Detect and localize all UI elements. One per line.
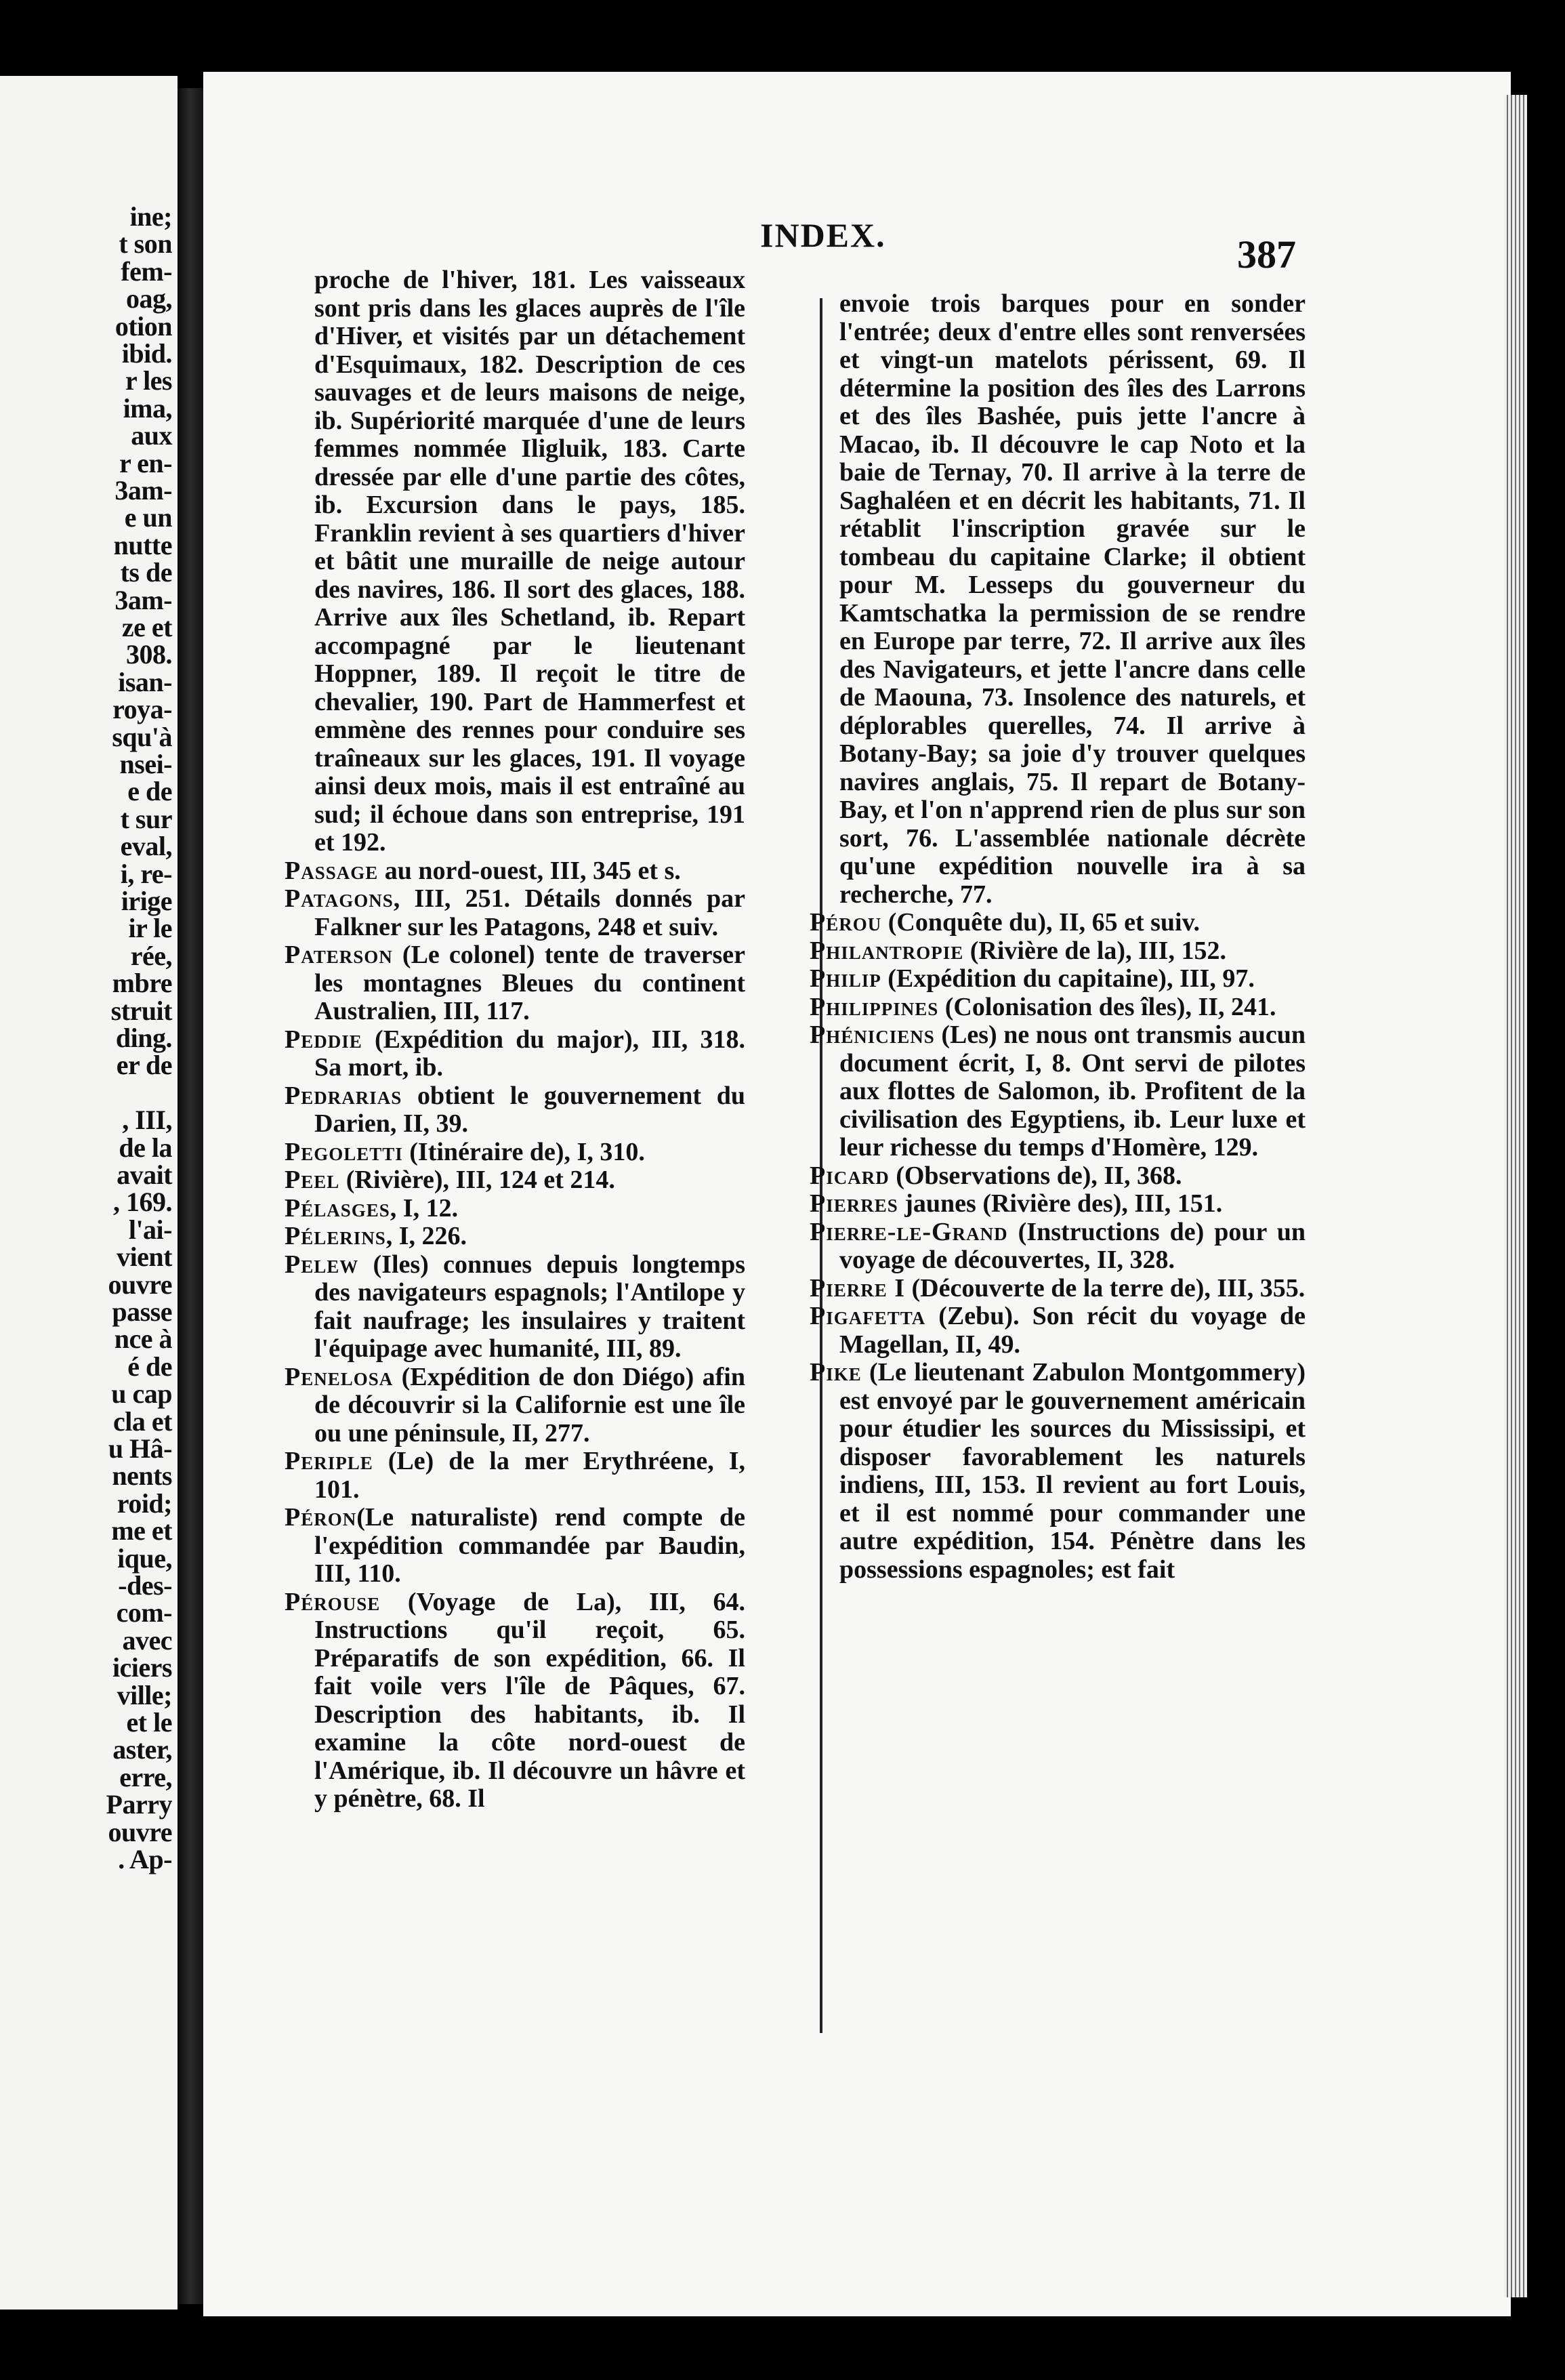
left-page-line: -des- bbox=[118, 1570, 172, 1601]
index-entry bbox=[810, 1275, 1306, 1303]
left-page-line: . Ap- bbox=[118, 1844, 172, 1874]
left-page-line: squ'à bbox=[112, 721, 172, 752]
left-page-line: ding. bbox=[115, 1023, 172, 1053]
left-page-line: fem- bbox=[121, 255, 172, 287]
index-entry-text: (Colonisation des îles), II, 241. bbox=[938, 992, 1276, 1021]
left-page-line: oag, bbox=[126, 283, 172, 314]
book-spine bbox=[178, 88, 205, 2304]
left-page-line: aux bbox=[131, 420, 172, 451]
index-entry bbox=[285, 885, 745, 941]
index-entry bbox=[285, 1223, 745, 1251]
index-entry-text: (Observations de), II, 368. bbox=[889, 1161, 1182, 1190]
index-entry-text: (Expédition de don Diégo) afin de découvrir si la Californie est une île ou une péninsule, II, 277. bbox=[314, 1362, 745, 1448]
left-page-line: ine; bbox=[129, 201, 172, 232]
index-headword: Penelosa bbox=[285, 1362, 394, 1391]
left-page-line: u Hâ- bbox=[108, 1433, 172, 1464]
left-page-line: er de bbox=[116, 1050, 172, 1081]
index-headword: Passage bbox=[285, 856, 379, 885]
index-entry bbox=[285, 1588, 745, 1813]
index-entry-text: (Zebu). Son récit du voyage de Magellan, II, 49. bbox=[839, 1302, 1306, 1359]
index-entry-text: proche de l'hiver, 181. Les vaisseaux sont pris dans les glaces auprès de l'île d'Hiver, et visités par un détachement d'Esquimaux, 182. Description de ces sauvages et de leurs maisons de neige, ib. Supériorité marquée d'une de leurs femmes nommée Iligluik, 183. Carte dressée par elle d'une partie des côtes, ib. Excursion dans le pays, 185. Franklin revient à ses quartiers d'hiver et bâtit une muraille de neige autour des navires, 186. Il sort des glaces, 188. Arrive aux îles Schetland, ib. Repart accompagné par le lieutenant Hoppner, 189. Il reçoit le titre de chevalier, 190. Part de Hammerfest et emmène des rennes pour conduire ses traîneaux sur les glaces, 191. Il voyage ainsi deux mois, mais il est entraîné au sud; il échoue dans son entreprise, 191 et 192. bbox=[314, 266, 745, 857]
index-headword: Patagons bbox=[285, 884, 394, 913]
left-page-line: roid; bbox=[117, 1488, 172, 1519]
left-page-line: 308. bbox=[126, 639, 172, 670]
index-headword: Pélasges bbox=[285, 1193, 390, 1223]
left-page-line: avec bbox=[122, 1624, 172, 1656]
index-entry-text: (Itinéraire de), I, 310. bbox=[402, 1137, 645, 1166]
left-page-line: otion bbox=[114, 310, 172, 342]
index-entry-text: (Expédition du major), III, 318. Sa mort, ib. bbox=[314, 1025, 745, 1082]
left-page-line: 3am- bbox=[114, 584, 172, 615]
left-page-line: et le bbox=[126, 1707, 172, 1738]
left-page-line: i, re- bbox=[120, 858, 172, 889]
index-entry bbox=[285, 1363, 745, 1448]
index-headword: Paterson bbox=[285, 941, 393, 969]
left-page-line: e un bbox=[124, 502, 172, 533]
index-entry-text: envoie trois barques pour en sonder l'entrée; deux d'entre elles sont renversées et vingt-un matelots périssent, 69. Il détermine la position des îles des Larrons et des îles Bashée, puis jette l'ancre à Macao, ib. Il découvre le cap Noto et la baie de Ternay, 70. Il arrive à la terre de Saghaléen et en décrit les habitants, 71. Il rétablit l'inscription gravée sur le tombeau du capitaine Clarke; il obtient pour M. Lesseps du gouverneur du Kamtschatka la permission de se rendre en Europe par terre, 72. Il arrive aux îles des Navigateurs, et jette l'ancre dans celle de Maouna, 73. Insolence des naturels, et déplorables querelles, 74. Il arrive à Botany-Bay; sa joie d'y trouver quelques navires anglais, 75. Il repart de Botany-Bay, et l'on n'apprend rien de plus sur son sort, 76. L'assemblée nationale décrète qu'une expédition nouvelle ira à sa recherche, 77. bbox=[839, 289, 1306, 909]
index-entry-text: (Rivière de la), III, 152. bbox=[963, 936, 1226, 965]
left-page-line: vient bbox=[117, 1242, 172, 1273]
index-entry bbox=[810, 965, 1306, 993]
index-entry bbox=[810, 1190, 1306, 1218]
index-entry-text: (Rivière), III, 124 et 214. bbox=[339, 1166, 615, 1194]
index-entry-text: (Découverte de la terre de), III, 355. bbox=[905, 1273, 1306, 1302]
index-headword: Péron bbox=[285, 1503, 357, 1532]
index-entry bbox=[285, 857, 745, 886]
index-headword: Pike bbox=[810, 1358, 862, 1387]
index-entry-text: (Conquête du), II, 65 et suiv. bbox=[881, 908, 1201, 937]
left-page-line: roya- bbox=[112, 694, 172, 725]
index-entry-text: , I, 226. bbox=[385, 1222, 467, 1250]
index-entry-text: jaunes (Rivière des), III, 151. bbox=[898, 1189, 1223, 1218]
left-page-line: ique, bbox=[117, 1542, 172, 1574]
index-headword: Periple bbox=[285, 1447, 373, 1475]
left-page-line: r les bbox=[125, 365, 172, 396]
index-entry-text: (Le lieutenant Zabulon Montgommery) est envoyé par le gouvernement américain pour étudier les sources du Mississipi, et disposer favorablement les naturels indiens, III, 153. Il revient au fort Louis, et il est nommé pour commander une autre expédition, 154. Pénètre dans les possessions espagnoles; est fait bbox=[839, 1358, 1306, 1584]
index-headword: Pegoletti bbox=[285, 1137, 403, 1166]
index-column-left bbox=[285, 266, 745, 1813]
index-headword: Philip bbox=[810, 964, 881, 993]
index-headword: Pierres bbox=[810, 1189, 898, 1218]
index-entry bbox=[285, 266, 745, 857]
left-page-line: , 169. bbox=[113, 1187, 172, 1218]
left-page-line: irige bbox=[121, 886, 172, 916]
index-entry bbox=[810, 937, 1306, 966]
index-entry-text: , I, 12. bbox=[390, 1193, 459, 1223]
index-entry bbox=[285, 1082, 745, 1138]
index-entry-text: (Le colonel) tente de traverser les montagnes Bleues du continent Australien, III, 117. bbox=[314, 941, 745, 1025]
index-entry bbox=[285, 1138, 745, 1167]
left-page-line: nutte bbox=[113, 529, 172, 560]
running-header: INDEX. bbox=[760, 216, 886, 254]
page-edges bbox=[1504, 95, 1527, 2297]
index-entry-text: (Le naturaliste) rend compte de l'expédition commandée par Baudin, III, 110. bbox=[314, 1503, 745, 1588]
page-number: 387 bbox=[1237, 232, 1296, 276]
left-page-line: l'ai- bbox=[128, 1214, 172, 1245]
index-entry bbox=[810, 909, 1306, 937]
index-entry bbox=[810, 993, 1306, 1022]
index-headword: Pierre-le-Grand bbox=[810, 1217, 1008, 1246]
index-headword: Pedrarias bbox=[285, 1081, 402, 1110]
left-page-line: ville; bbox=[117, 1679, 172, 1710]
left-page-line: isan- bbox=[118, 666, 172, 697]
left-page-line: nce à bbox=[114, 1324, 172, 1355]
index-entry-text: (Instructions de) pour un voyage de découvertes, II, 328. bbox=[839, 1217, 1306, 1274]
index-entry-text: (Le) de la mer Erythréene, I, 101. bbox=[314, 1447, 745, 1504]
index-entry bbox=[810, 290, 1306, 909]
left-page-line: ouvre bbox=[108, 1269, 172, 1300]
left-page-line: de la bbox=[119, 1132, 172, 1163]
left-page-line: t sur bbox=[120, 803, 172, 834]
left-page-fragment bbox=[0, 76, 178, 2310]
index-column-right bbox=[810, 290, 1306, 1584]
index-entry bbox=[285, 1026, 745, 1082]
index-headword: Phéniciens bbox=[810, 1021, 935, 1049]
left-page-line: com- bbox=[116, 1597, 172, 1628]
index-headword: Pelew bbox=[285, 1250, 359, 1279]
left-page-line: ibid. bbox=[121, 338, 172, 369]
left-page-line: rée, bbox=[130, 940, 172, 971]
index-entry-text: , III, 251. Détails donnés par Falkner sur les Patagons, 248 et suiv. bbox=[314, 884, 745, 941]
index-entry bbox=[810, 1218, 1306, 1275]
left-page-line: me et bbox=[111, 1515, 172, 1546]
index-entry bbox=[285, 1251, 745, 1363]
left-page-line: 3am- bbox=[114, 475, 172, 506]
index-entry-text: (Expédition du capitaine), III, 97. bbox=[881, 964, 1255, 993]
index-entry bbox=[285, 1195, 745, 1223]
left-page-line: ima, bbox=[123, 392, 172, 424]
left-page-line: ts de bbox=[120, 557, 172, 588]
index-headword: Pérouse bbox=[285, 1587, 381, 1616]
left-page-line: r en- bbox=[119, 447, 172, 478]
index-entry bbox=[810, 1302, 1306, 1359]
index-entry bbox=[810, 1162, 1306, 1191]
left-page-line: , III, bbox=[122, 1105, 172, 1136]
index-entry bbox=[285, 941, 745, 1026]
index-headword: Pélerins bbox=[285, 1222, 386, 1250]
index-headword: Peddie bbox=[285, 1025, 362, 1054]
left-page-line: avait bbox=[117, 1160, 172, 1190]
left-page-line: erre, bbox=[119, 1761, 172, 1792]
index-entry bbox=[810, 1359, 1306, 1584]
left-page-line: mbre bbox=[112, 968, 172, 999]
left-page-line: eval, bbox=[120, 831, 172, 862]
left-page-line: iciers bbox=[112, 1652, 172, 1683]
index-entry-text: (Voyage de La), III, 64. Instructions qu'il reçoit, 65. Préparatifs de son expédition, 66. Il fait voile vers l'île de Pâques, 67. Description des habitants, ib. Il examine la côte nord-ouest de l'Amérique, ib. Il découvre un hâvre et y pénètre, 68. Il bbox=[314, 1587, 745, 1813]
index-headword: Picard bbox=[810, 1161, 890, 1190]
index-entry-text: au nord-ouest, III, 345 et s. bbox=[378, 856, 681, 885]
left-page-line: passe bbox=[112, 1296, 172, 1327]
left-page-line: struit bbox=[110, 995, 172, 1026]
left-page-line: u cap bbox=[111, 1378, 172, 1410]
index-entry bbox=[810, 1021, 1306, 1162]
left-page-line: é de bbox=[127, 1351, 172, 1382]
index-headword: Pierre I bbox=[810, 1273, 906, 1302]
index-headword: Pérou bbox=[810, 908, 882, 937]
index-headword: Philippines bbox=[810, 992, 939, 1021]
index-entry bbox=[285, 1504, 745, 1588]
index-entry-text: obtient le gouvernement du Darien, II, 39. bbox=[314, 1081, 745, 1138]
index-headword: Peel bbox=[285, 1166, 340, 1194]
left-page-line: ir le bbox=[128, 913, 172, 944]
index-entry bbox=[285, 1448, 745, 1504]
left-page-line: nsei- bbox=[119, 749, 172, 779]
index-entry-text: (Iles) connues depuis longtemps des navigateurs espagnols; l'Antilope y fait naufrage; les insulaires y traitent l'équipage avec humanité, III, 89. bbox=[314, 1250, 745, 1363]
left-page-line: t son bbox=[119, 228, 172, 260]
index-entry bbox=[285, 1166, 745, 1195]
left-page-line: ze et bbox=[121, 612, 172, 642]
index-headword: Pigafetta bbox=[810, 1302, 926, 1330]
left-page-line: nents bbox=[112, 1460, 172, 1492]
index-headword: Philantropie bbox=[810, 936, 964, 965]
left-page-line: aster, bbox=[112, 1734, 172, 1765]
left-page-line: ouvre bbox=[108, 1816, 172, 1847]
left-page-line: Parry bbox=[106, 1789, 172, 1820]
left-page-line: e de bbox=[127, 776, 172, 807]
left-page-line: cla et bbox=[113, 1406, 172, 1437]
index-entry-text: (Les) ne nous ont transmis aucun document écrit, I, 8. Ont servi de pilotes aux flottes de Salomon, ib. Profitent de la civilisation des Egyptiens, ib. Leur luxe et leur richesse du temps d'Homère, 129. bbox=[839, 1021, 1306, 1162]
